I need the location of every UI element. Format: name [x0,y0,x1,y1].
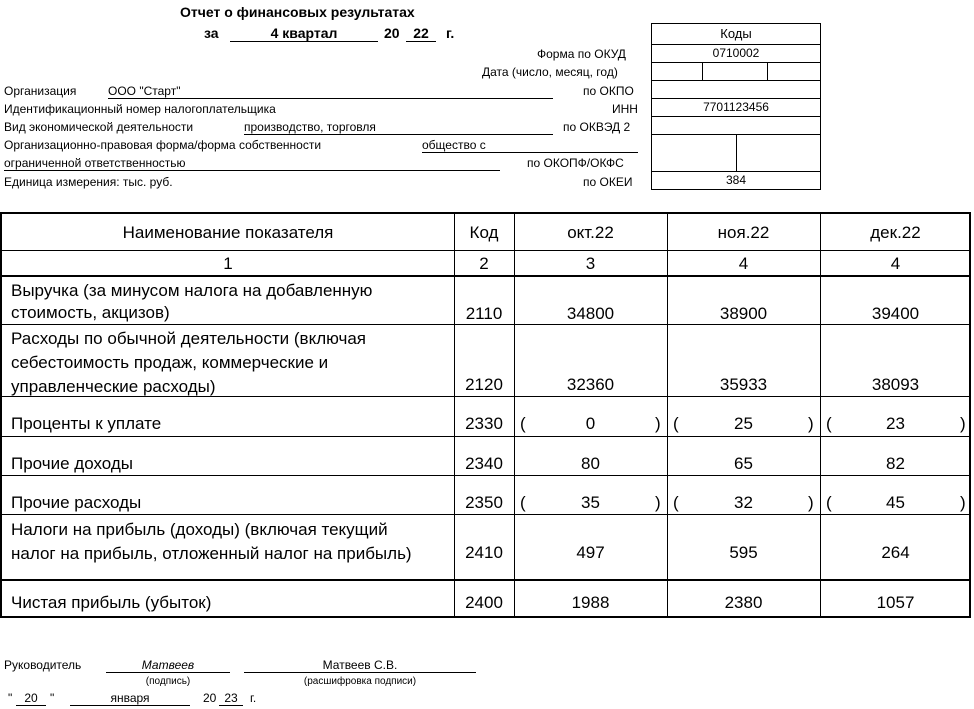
signature: Матвеев [106,658,230,673]
inn-code: 7701123456 [652,98,820,116]
codes-title: Коды [720,26,752,41]
header-oct: окт.22 [567,223,614,242]
row-2350-oct: 35 [581,493,600,512]
row-2340-dec: 82 [886,454,905,473]
row-2110-code: 2110 [465,304,503,323]
okopf-code [652,134,820,171]
date-code-cells [652,62,820,80]
signer-name: Матвеев С.В. [244,658,476,673]
period-prefix: за [204,25,219,41]
row-2110-nov: 38900 [719,304,768,323]
colnum-1: 1 [223,254,233,273]
row-2400-code: 2400 [465,593,503,612]
row-2120-nov: 35933 [719,375,768,394]
sign-month: января [70,691,190,706]
year-g: г. [446,25,455,41]
row-2400-dec: 1057 [876,593,915,612]
row-2350-dec: 45 [886,493,905,512]
legal-form-value-1: общество с [422,138,638,153]
sign-year-suffix: 23 [219,691,243,706]
date-quote-open: " [8,691,13,705]
okei-label: по ОКЕИ [583,175,633,189]
legal-form-label: Организационно-правовая форма/форма собственности [4,138,322,152]
org-label: Организация [4,84,77,98]
sign-year-prefix: 20 [203,691,217,705]
row-2120-oct: 32360 [566,375,615,394]
row-2350-nov: 32 [734,493,753,512]
colnum-3: 3 [585,254,596,273]
colnum-5: 4 [890,254,901,273]
forma-okud-label: Форма по ОКУД [537,47,626,61]
inn-label: Идентификационный номер налогоплательщика [4,102,276,116]
row-2350-code: 2350 [465,493,503,512]
row-2340-nov: 65 [734,454,753,473]
report-title: Отчет о финансовых результатах [180,4,415,20]
okei-code: 384 [652,171,820,189]
row-2110-dec: 39400 [871,304,920,323]
inn-short-label: ИНН [612,102,638,116]
org-value: ООО "Старт" [108,84,553,99]
activity-label: Вид экономической деятельности [4,120,194,134]
row-2330-name: Проценты к уплате [11,414,162,433]
date-quote-close: " [50,691,55,705]
row-2120-name: Расходы по обычной деятельности (включая себестоимость продаж, коммерческие и управленческие расходы) [11,329,367,396]
activity-value: производство, торговля [244,120,553,135]
period-value: 4 квартал [230,25,378,42]
row-2120-code: 2120 [465,375,503,394]
legal-form-value-2: ограниченной ответственностью [4,156,500,171]
row-2400-nov: 2380 [724,593,763,612]
row-2410-code: 2410 [465,543,503,562]
year-suffix: 22 [406,25,436,42]
colnum-2: 2 [479,254,489,273]
row-2330-dec: 23 [886,414,905,433]
okpo-code [652,80,820,98]
header-nov: ноя.22 [717,223,770,242]
row-2410-oct: 497 [576,543,605,562]
codes-box [651,23,821,190]
row-2400-name: Чистая прибыль (убыток) [11,593,212,612]
header-name: Наименование показателя [122,223,334,242]
row-2120-dec: 38093 [871,375,920,394]
date-label: Дата (число, месяц, год) [482,65,618,79]
header-code: Код [469,223,499,242]
row-2340-code: 2340 [465,454,503,473]
head-label: Руководитель [4,658,82,672]
row-2110-oct: 34800 [566,304,615,323]
header-dec: дек.22 [870,223,921,242]
row-2410-dec: 264 [881,543,910,562]
units-label: Единица измерения: тыс. руб. [4,175,173,189]
row-2340-name: Прочие доходы [11,454,133,473]
row-2350-name: Прочие расходы [11,493,142,512]
row-2340-oct: 80 [581,454,600,473]
okved-code [652,116,820,134]
colnum-4: 4 [738,254,749,273]
row-2330-oct: 0 [585,414,596,433]
row-2330-code: 2330 [465,414,503,433]
financial-results-table: Наименование показателя Код окт.22 ноя.22 дек.22 1 2 3 4 4 Выручка (за минусом налога на добавленную стоимость, акцизов) 2110 34800 38900 39400 Расходы по обычной деятельности (включая себестоимость продаж, коммерческие и управленческие расходы) 2120 32360 35933 38093 Проценты к уплате 2330 ( 0 ) ( 25 ) ( 23 ) Прочие доходы 2340 80 65 82 Прочие расходы 2350 ( 35 ) ( 32 ) ( 45 ) Налоги на прибыль (доходы) (включая текущий налог на прибыль, отложенный налог на прибыль) 2410 497 595 264 Чистая прибыль (убыток) 2400 1988 2380 1057 [0,212,971,618]
okud-code: 0710002 [652,44,820,62]
okpo-label: по ОКПО [583,84,634,98]
row-2410-nov: 595 [729,543,758,562]
okved-label: по ОКВЭД 2 [563,120,631,134]
row-2400-oct: 1988 [571,593,610,612]
row-2110-name: Выручка (за минусом налога на добавленную стоимость, акцизов) [11,281,373,322]
year-prefix: 20 [384,25,400,41]
row-2410-name: Налоги на прибыль (доходы) (включая текущий налог на прибыль, отложенный налог на прибыль) [11,520,412,563]
signer-name-caption: (расшифровка подписи) [303,676,417,687]
row-2330-nov: 25 [734,414,753,433]
okopf-label: по ОКОПФ/ОКФС [527,156,624,170]
signature-caption: (подпись) [145,676,191,687]
sign-year-g: г. [250,691,257,705]
sign-day: 20 [16,691,46,706]
